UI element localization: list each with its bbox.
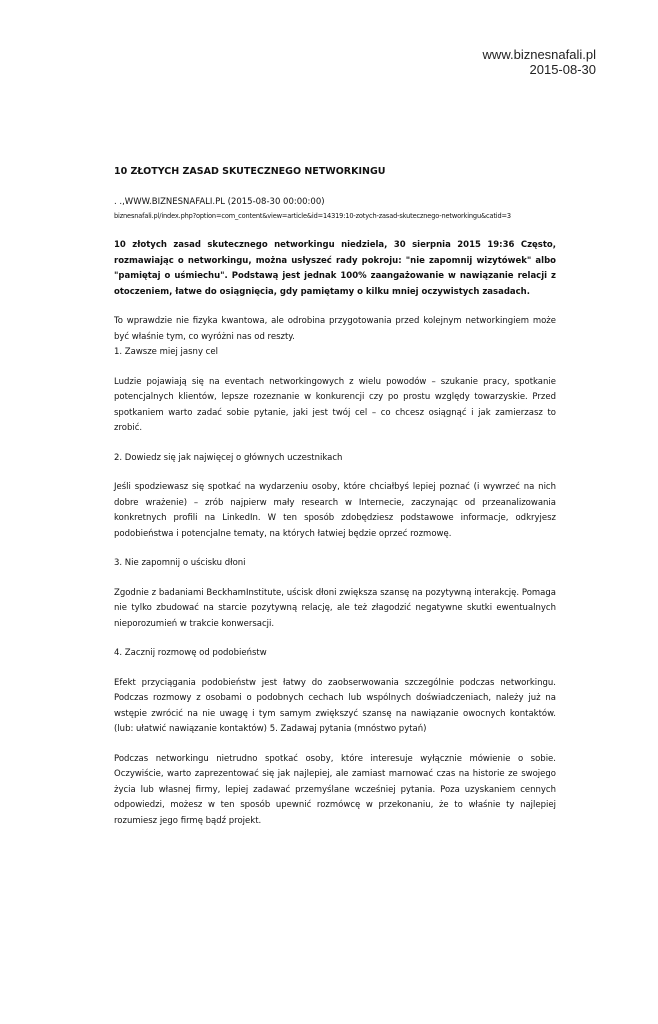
section-paragraph-1: Ludzie pojawiają się na eventach networkingowych z wielu powodów – szukanie pracy, spotkanie potencjalnych klientów, lepsze rozeznanie w konkurencji czy po prostu względy towarzyskie. Przed spotkaniem warto zadać sobie pytanie, jaki jest twój cel – co chcesz osiągnąć i jak zamierzasz to zrobić. [114, 376, 556, 433]
section-heading-3: 3. Nie zapomnij o uścisku dłoni [114, 558, 246, 568]
section-heading-1: 1. Zawsze miej jasny cel [114, 347, 218, 357]
section-paragraph-2: Jeśli spodziewasz się spotkać na wydarzeniu osoby, które chciałbyś lepiej poznać (i wywrzeć na nich dobre wrażenie) – zrób najpierw mały research w Internecie, zaczynając od przeanalizowania konkretnych profili na LinkedIn. W ten sposób zdobędziesz podstawowe informacje, odkryjesz podobieństwa i potencjalne tematy, na których łatwiej będzie oprzeć rozmowę. [114, 482, 556, 539]
section-heading-4: 4. Zacznij rozmowę od podobieństw [114, 648, 267, 658]
section-paragraph-5: Podczas networkingu nietrudno spotkać osoby, które interesuje wyłącznie mówienie o sobie. Oczywiście, warto zaprezentować się jak najlepiej, ale zamiast marnować czas na historie ze swojego życia lub własnej firmy, lepiej zadawać przemyślane wcześniej pytania. Poza uzyskaniem cennych odpowiedzi, możesz w ten sposób upewnić rozmówcę w przekonaniu, że to właśnie ty najlepiej rozumiesz jego firmę bądź projekt. [114, 753, 556, 826]
article-lead: 10 złotych zasad skutecznego networkingu niedziela, 30 sierpnia 2015 19:36 Często, rozmawiając o networkingu, można usłyszeć rady pokroju: "nie zapomnij wizytówek" albo "pamiętaj o uśmiechu". Podstawą jest jednak 100% zaangażowanie w nawiązanie relacji z otoczeniem, łatwe do osiągnięcia, gdy pamiętamy o kilku mniej oczywistych zasadach. [114, 240, 556, 297]
site-name: www.biznesnafali.pl [482, 47, 596, 62]
section-paragraph-4: Efekt przyciągania podobieństw jest łatwy do zaobserwowania szczególnie podczas networkingu. Podczas rozmowy z osobami o podobnych cechach lub wspólnych doświadczeniach, należy już na wstępie zwrócić na nie uwagę i tym samym zwiększyć szansę na nawiązanie owocnych kontaktów. (lub: ułatwić nawiązanie kontaktów) 5. Zadawaj pytania (mnóstwo pytań) [114, 677, 556, 734]
article [114, 165, 556, 843]
section-heading-2: 2. Dowiedz się jak najwięcej o głównych uczestnikach [114, 452, 343, 463]
intro-paragraph: To wprawdzie nie fizyka kwantowa, ale odrobina przygotowania przed kolejnym networkingiem może być właśnie tym, co wyróżni nas od reszty. [114, 316, 556, 342]
section-paragraph-3: Zgodnie z badaniami BeckhamInstitute, uścisk dłoni zwiększa szansę na pozytywną interakcję. Pomaga nie tylko zbudować na starcie pozytywną relację, ale też złagodzić negatywne skutki ewentualnych nieporozumień w trakcie konwersacji. [114, 587, 556, 629]
page-header [483, 47, 596, 77]
article-title: 10 ZŁOTYCH ZASAD SKUTECZNEGO NETWORKINGU [114, 166, 386, 177]
header-date: 2015-08-30 [529, 62, 596, 77]
source-line: . .,WWW.BIZNESNAFALI.PL (2015-08-30 00:00:00) [114, 197, 325, 207]
source-url: biznesnafali.pl/index.php?option=com_content&view=article&id=14319:10-zotych-zasad-skutecznego-networkingu&catid=3 [114, 212, 511, 220]
